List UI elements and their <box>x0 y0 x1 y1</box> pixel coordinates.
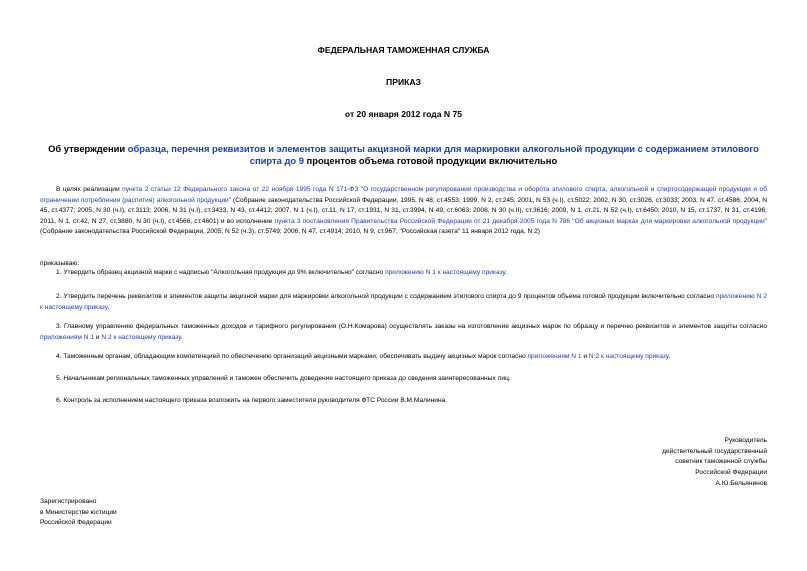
signature-line-1: Руководитель <box>724 437 767 444</box>
item-4-end: . <box>668 353 671 360</box>
intro-text-3: (Собрание законодательства Российской Федерации, 2005, N 52 (ч.3), ст.5749; 2006, N 47, ст.4914; 2010, N 9, ст.967; "Российская газета" 11 января 2012 года, N 2) <box>40 228 540 236</box>
order-item-6: 6. Контроль за исполнением настоящего приказа возложить на первого заместителя руководителя ФТС России В.М.Малинина. <box>56 397 448 404</box>
order-item-3 <box>40 322 767 343</box>
registration-line-1: Зарегистрировано <box>40 498 97 505</box>
item-4-mid: и <box>581 353 589 360</box>
order-item-1 <box>40 268 767 279</box>
signature-line-2: действительный государственный <box>662 447 767 455</box>
item-4-appendix-2-link[interactable]: N 2 к настоящему приказу <box>588 353 669 360</box>
intro-text-1: В целях реализации <box>56 186 123 193</box>
item-3-text: 3. Главному управлению федеральных таможенных доходов и тарифного регулирования (О.Н.Комарова) осуществлять заказы на изготовление акцизных марок по образцу и перечню реквизитов и элементов защиты согласно <box>56 323 767 330</box>
registration-block <box>40 497 240 529</box>
order-item-5: 5. Начальникам региональных таможенных управлений и таможен обеспечить доведение настоящего приказа до сведения заинтересованных лиц. <box>56 375 511 382</box>
signature-line-4: Российской Федерации <box>695 469 767 477</box>
item-3-mid: и <box>94 333 102 341</box>
prikazyvayu-text: приказываю: <box>40 260 80 267</box>
appendix-1-link[interactable]: приложению N 1 к настоящему приказу <box>385 269 506 276</box>
item-4-appendix-1-link[interactable]: приложениям N 1 <box>527 353 582 360</box>
order-item-2 <box>40 292 767 313</box>
item-3-end: . <box>180 333 183 341</box>
document-title <box>40 143 767 167</box>
item-3-appendix-1-link[interactable]: приложениям N 1 <box>40 333 95 341</box>
order-item-4 <box>40 352 767 363</box>
law-link[interactable]: пункта 2 статьи 12 Федерального закона от 22 ноября 1995 года N 171-ФЗ "О государственном регулировании производства и оборота этилового спирта, алкогольной и спиртосодержащей продукции и об ограничении потребления (распития) алкогольной продукции" <box>40 186 767 204</box>
intro-paragraph <box>40 185 767 238</box>
item-1-text: 1. Утвердить образец акцизной марки с надписью "Алкогольная продукция до 9% включительно" согласно <box>56 269 386 276</box>
registration-line-3: Российской Федерации <box>40 519 112 527</box>
doc-date-heading: от 20 января 2012 года N 75 <box>344 109 463 119</box>
resolution-link[interactable]: пункта 3 постановления Правительства Российской Федерации от 21 декабря 2005 года N 786 "Об акцизных марках для маркировки алкогольной продукции" <box>274 217 767 225</box>
signature-block <box>567 436 767 490</box>
registration-line-2: в Министерстве юстиции <box>40 508 117 516</box>
appendix-2-link[interactable]: приложению N 2 к настоящему приказу <box>40 293 767 311</box>
item-3-appendix-2-link[interactable]: N 2 к настоящему приказу <box>101 333 181 341</box>
item-2-end: . <box>107 303 110 311</box>
item-2-text: 2. Утвердить перечень реквизитов и элементов защиты акцизной марки для маркировки алкогольной продукции с содержанием этилового спирта до 9 процентов объема готовой продукции включительно согласно <box>56 293 716 300</box>
signature-line-3: советник таможенной службы <box>675 458 767 466</box>
item-4-text: 4. Таможенным органам, обладающим компетенцией по обеспечению организаций акцизными марками, обеспечивать выдачу акцизных марок согласно <box>56 353 528 360</box>
doc-type-heading: ПРИКАЗ <box>386 77 421 87</box>
agency-heading: ФЕДЕРАЛЬНАЯ ТАМОЖЕННАЯ СЛУЖБА <box>317 45 490 55</box>
intro-text-2: (Собрание законодательства Российской Федерации, 1995, N 48, ст.4553; 1999, N 2, ст.245; 2001, N 53 (ч.I), ст.5022; 2002, N 30, ст.3026, ст.3033; 2003, N 47, ст.4586; 2004, N 45, ст.4377; 2005, N 30 (ч.I), ст.3113; 2006, N 31 (ч.I), ст.3433, N 43, ст.4412; 2007, N 1 (ч.I), ст.11, N 17, ст.1931, N 31, ст.3994, N 49, ст.6063; 2008, N 30 (ч.II), ст.3616; 2009, N 1, ст.21, N 52 (ч.I), ст.6450; 2010, N 15, ст.1737, N 31, ст.4196; 2011, N 1, ст.42, N 27, ст.3880, N 30 (ч.I), ст.4566, ст.4601) и во исполнение <box>40 196 768 225</box>
signature-name: А.Ю.Бельянинов <box>715 479 767 487</box>
item-1-end: . <box>505 269 508 276</box>
title-suffix: процентов объема готовой продукции включительно <box>303 155 558 166</box>
title-prefix: Об утверждении <box>48 143 128 154</box>
title-link[interactable]: образца, перечня реквизитов и элементов защиты акцизной марки для маркировки алкогольной продукции с содержанием этилового спирта до 9 <box>127 143 759 166</box>
